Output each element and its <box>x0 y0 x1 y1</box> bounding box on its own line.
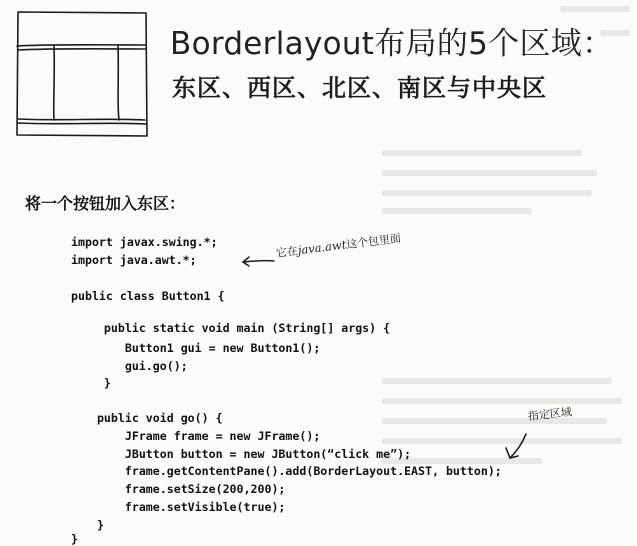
checkmark-arrow-icon <box>500 426 540 466</box>
code-line: public class Button1 { <box>71 289 225 303</box>
page-subtitle: 东区、西区、北区、南区与中央区 <box>172 74 547 102</box>
sketch-east-line <box>118 45 119 120</box>
code-line: import javax.swing.*; <box>71 235 218 249</box>
bleed-through-text <box>382 150 582 156</box>
code-line: Button1 gui = new Button1(); <box>76 341 321 355</box>
sketch-west-line <box>54 46 55 120</box>
awt-note-text <box>275 230 402 261</box>
code-line: frame.setVisible(true); <box>76 500 286 514</box>
bleed-through-text <box>382 378 612 384</box>
code-line: public static void main (String[] args) { <box>76 321 391 335</box>
section-heading: 将一个按钮加入东区： <box>25 194 186 213</box>
awt-note-package: java.awt <box>296 237 348 258</box>
page-title: Borderlayout布局的5个区域： <box>170 26 614 62</box>
sketch-outer-frame <box>17 12 147 136</box>
code-line: frame.getContentPane().add(BorderLayout.EAST, button); <box>76 464 502 478</box>
east-note-text: 指定区域 <box>527 405 573 423</box>
left-arrow-icon <box>240 252 276 268</box>
code-line: JButton button = new JButton(“click me”); <box>76 447 412 461</box>
sketch-south-line <box>18 119 145 120</box>
code-line: gui.go(); <box>76 359 188 373</box>
bleed-through-text <box>382 418 607 424</box>
code-line: } <box>76 376 111 390</box>
border-layout-sketch <box>12 6 152 141</box>
sketch-north-line <box>18 49 146 50</box>
code-line: } <box>76 518 104 532</box>
bleed-through-text <box>382 208 532 214</box>
bleed-through-text <box>382 398 622 404</box>
sketch-south-line <box>18 123 146 124</box>
code-line: JFrame frame = new JFrame(); <box>76 429 321 443</box>
awt-note-prefix: 它在 <box>275 244 299 260</box>
code-line: import java.awt.*; <box>71 253 197 267</box>
bleed-through-text <box>560 6 630 12</box>
sketch-north-line <box>17 45 145 46</box>
awt-note-suffix: 这个包里面 <box>345 231 402 252</box>
code-line: public void go() { <box>76 411 223 425</box>
code-line: frame.setSize(200,200); <box>76 482 286 496</box>
bleed-through-text <box>382 170 597 176</box>
bleed-through-text <box>382 190 592 196</box>
code-line: } <box>71 532 78 546</box>
